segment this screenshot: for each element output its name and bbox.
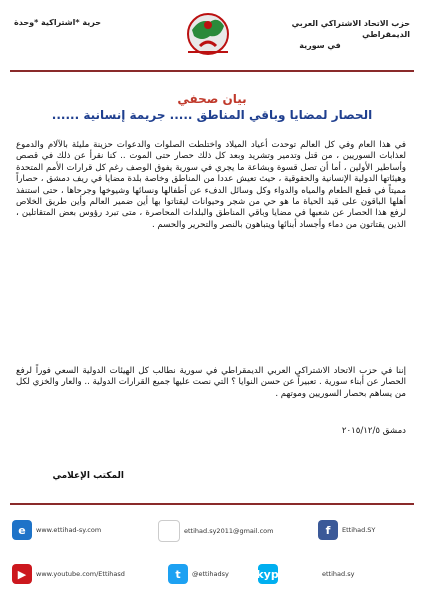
party-name-line1: حزب الاتحاد الاشتراكي العربي الديمقراطي bbox=[291, 19, 410, 39]
twitter-icon: t bbox=[168, 564, 188, 584]
footer-twitter[interactable] bbox=[168, 564, 229, 584]
party-name bbox=[260, 18, 410, 51]
body-paragraph-1: في هذا العام وفي كل العالم توحدت أعياد الميلاد واختلطت الصلوات والدعوات حزينة مليئة بالآلام والدموع لعذابات السوريين ، من قتل وتدمير وتشريد وبعد كل ذلك حصار حتى الموت .. كنا نقرأ عن ذلك في قصص وأساطير الأولين ، أما أن تصل قسوة وبشاعة ما يجري في سورية يفوق الوصف رغم كل قرارات الأمم المتحدة وهيئاتها الدولية الإنسانية والحقوقية ، حيث تعيش عددا من المناطق وخاصة بلدة مضايا في ريف دمشق ، حصاراً مميتاً في قطع الطعام والمياه والدواء وكل وسائل الدفء عن أطفالها ونسائها وشيوخها وجرحاها ، حتى استنفذ أهلها الباقون على قيد الحياة ما هو حي من شجر وحيوانات ليقتاتوا بها أين ضمير العالم وأين طريق الخلاص لرفع هذا الحصار عن شعبها في مضايا وباقي المناطق والبلدات المحاصرة ، متى تبرد رؤوس بعض المتقاتلين ، الذين يقتاتون من دماء وأجساد أبنائها ويتباهون بالنصر والتحرير والحسم . bbox=[16, 140, 406, 230]
party-slogan: حرية *اشتراكية *وحدة bbox=[14, 18, 101, 27]
footer-skype-text: ettihad.sy bbox=[322, 570, 355, 578]
footer-twitter-text: @ettihadsy bbox=[192, 570, 229, 578]
body-paragraph-2: إننا في حزب الاتحاد الاشتراكي العربي الديمقراطي في سورية نطالب كل الهيئات الدولية السعي فوراً لرفع الحصار عن أبناء سورية . تعبيراً عن حسن النوايا ؟ التي نصت عليها جميع القرارات الدولية .. والعار والخزي لكل من يساهم بحصار السوريين وموتهم . bbox=[16, 366, 406, 399]
footer-facebook-text: Ettihad.SY bbox=[342, 526, 376, 534]
page-subheading: الحصار لمضايا وباقي المناطق ..... جريمة إنسانية ...... bbox=[51, 108, 373, 122]
browser-icon: e bbox=[12, 520, 32, 540]
footer-email-text: ettihad.sy2011@gmail.com bbox=[184, 527, 274, 535]
signature-office: المكتب الإعلامي bbox=[52, 471, 124, 481]
party-logo bbox=[180, 8, 236, 62]
youtube-icon: ▶ bbox=[12, 564, 32, 584]
header-rule bbox=[10, 70, 414, 72]
footer-facebook[interactable] bbox=[318, 520, 375, 540]
footer-email[interactable] bbox=[158, 520, 273, 542]
footer-website-text: www.ettihad-sy.com bbox=[36, 526, 102, 534]
date-line: دمشق ٢٠١٥/١٢/٥ bbox=[341, 426, 406, 436]
gmail-icon: M bbox=[158, 520, 180, 542]
footer-website[interactable] bbox=[12, 520, 101, 540]
footer-rule bbox=[10, 503, 414, 505]
facebook-icon: f bbox=[318, 520, 338, 540]
page-heading: بيان صحفي bbox=[177, 92, 247, 106]
footer-contacts bbox=[8, 506, 416, 592]
footer-youtube[interactable] bbox=[12, 564, 125, 584]
skype-icon: skype bbox=[258, 564, 278, 584]
footer-skype[interactable] bbox=[249, 564, 355, 584]
footer-youtube-text: www.youtube.com/Ettihasd bbox=[36, 570, 125, 578]
party-name-line2: في سورية bbox=[299, 41, 341, 50]
